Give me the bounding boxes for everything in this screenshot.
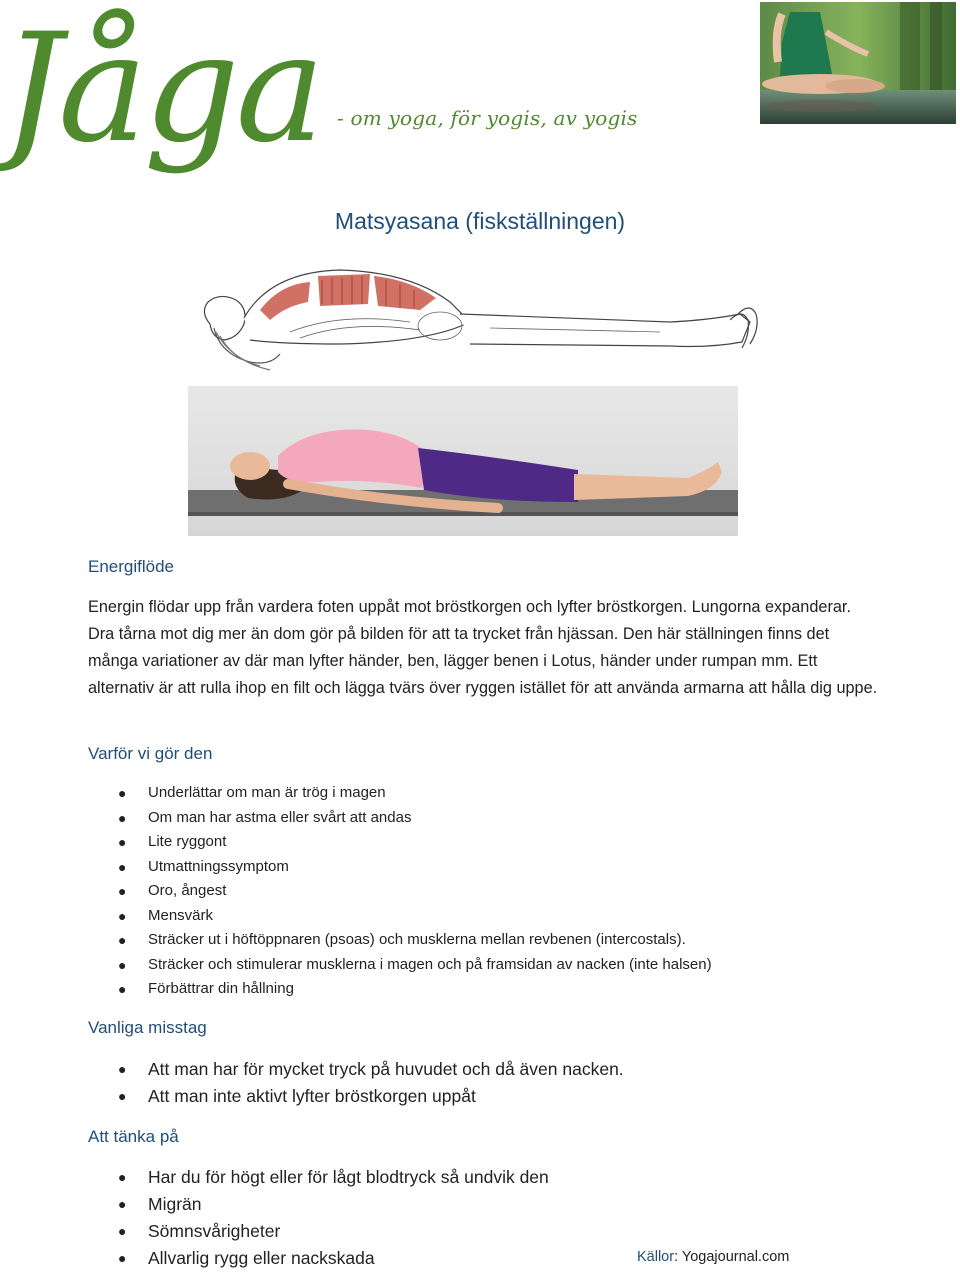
list-item: ● Sträcker ut i höftöppnaren (psoas) och musklerna mellan revbenen (intercostals). — [88, 928, 712, 953]
bullet-icon: ● — [118, 1061, 127, 1077]
bullet-icon: ● — [118, 858, 127, 875]
mistakes-list — [88, 1056, 624, 1110]
bullet-icon: ● — [118, 981, 127, 997]
bullet-icon: ● — [118, 834, 127, 850]
list-item: ● Om man har astma eller svårt att andas — [88, 806, 712, 831]
bullet-icon: ● — [118, 1196, 127, 1212]
heading-mistakes: Vanliga misstag — [88, 1018, 207, 1037]
bullet-icon: ● — [118, 1169, 127, 1185]
list-item: ● Underlättar om man är trög i magen — [88, 781, 712, 806]
list-item: ● Sträcker och stimulerar musklerna i magen och på framsidan av nacken (inte halsen) — [88, 953, 712, 978]
bullet-icon: ● — [118, 809, 127, 826]
bullet-icon: ● — [118, 785, 127, 801]
logo-text: Jåga — [2, 2, 322, 176]
bullet-icon: ● — [118, 932, 127, 948]
list-item: ● Lite ryggont — [88, 830, 712, 855]
list-item: ● Oro, ångest — [88, 879, 712, 904]
logo-tagline: - om yoga, för yogis, av yogis — [337, 106, 638, 130]
sources-value: : Yogajournal.com — [674, 1249, 790, 1265]
list-item: ● Allvarlig rygg eller nackskada — [88, 1245, 549, 1272]
consider-list — [88, 1164, 549, 1272]
list-item: ● Mensvärk — [88, 904, 712, 929]
bullet-icon: ● — [118, 956, 127, 973]
logo-wordmark — [0, 2, 321, 176]
bullet-icon: ● — [118, 883, 127, 899]
list-item: ● Har du för högt eller för lågt blodtryck så undvik den — [88, 1164, 549, 1191]
list-item: ● Förbättrar din hållning — [88, 977, 712, 1002]
energy-paragraph — [88, 594, 878, 702]
list-item: ● Att man har för mycket tryck på huvudet och då även nacken. — [88, 1056, 624, 1083]
heading-energy: Energiflöde — [88, 557, 175, 576]
list-item: ● Att man inte aktivt lyfter bröstkorgen uppåt — [88, 1083, 624, 1110]
list-item: ● Migrän — [88, 1191, 549, 1218]
heading-why: Varför vi gör den — [88, 744, 213, 763]
sources-note — [637, 1249, 789, 1265]
meditation-photo — [760, 2, 956, 124]
energy-text: Energin flödar upp från vardera foten uppåt mot bröstkorgen och lyfter bröstkorgen. Lungorna expanderar. Dra tårna mot dig mer än dom gör på bilden för att ta trycket från hjässan. Den här ställningen finns det många variationer av där man lyfter händer, ben, lägger benen i Lotus, händer under rumpan mm. Ett alternativ är att rulla ihop en filt och lägga tvärs över ryggen istället för att använda armarna att hålla dig uppe. — [88, 598, 878, 697]
bullet-icon: ● — [118, 1088, 127, 1104]
jaga-logo — [0, 0, 340, 180]
page-title: Matsyasana (fiskställningen) — [334, 208, 626, 234]
list-item: ● Sömnsvårigheter — [88, 1218, 549, 1245]
bullet-icon: ● — [118, 907, 127, 924]
sources-label: Källor — [637, 1249, 675, 1265]
anatomy-illustration — [190, 262, 770, 380]
bullet-icon: ● — [118, 1250, 127, 1266]
bullet-icon: ● — [118, 1223, 127, 1239]
list-item: ● Utmattningssymptom — [88, 855, 712, 880]
why-list — [88, 781, 712, 1002]
fish-pose-photo — [188, 386, 738, 536]
heading-consider: Att tänka på — [88, 1127, 179, 1146]
